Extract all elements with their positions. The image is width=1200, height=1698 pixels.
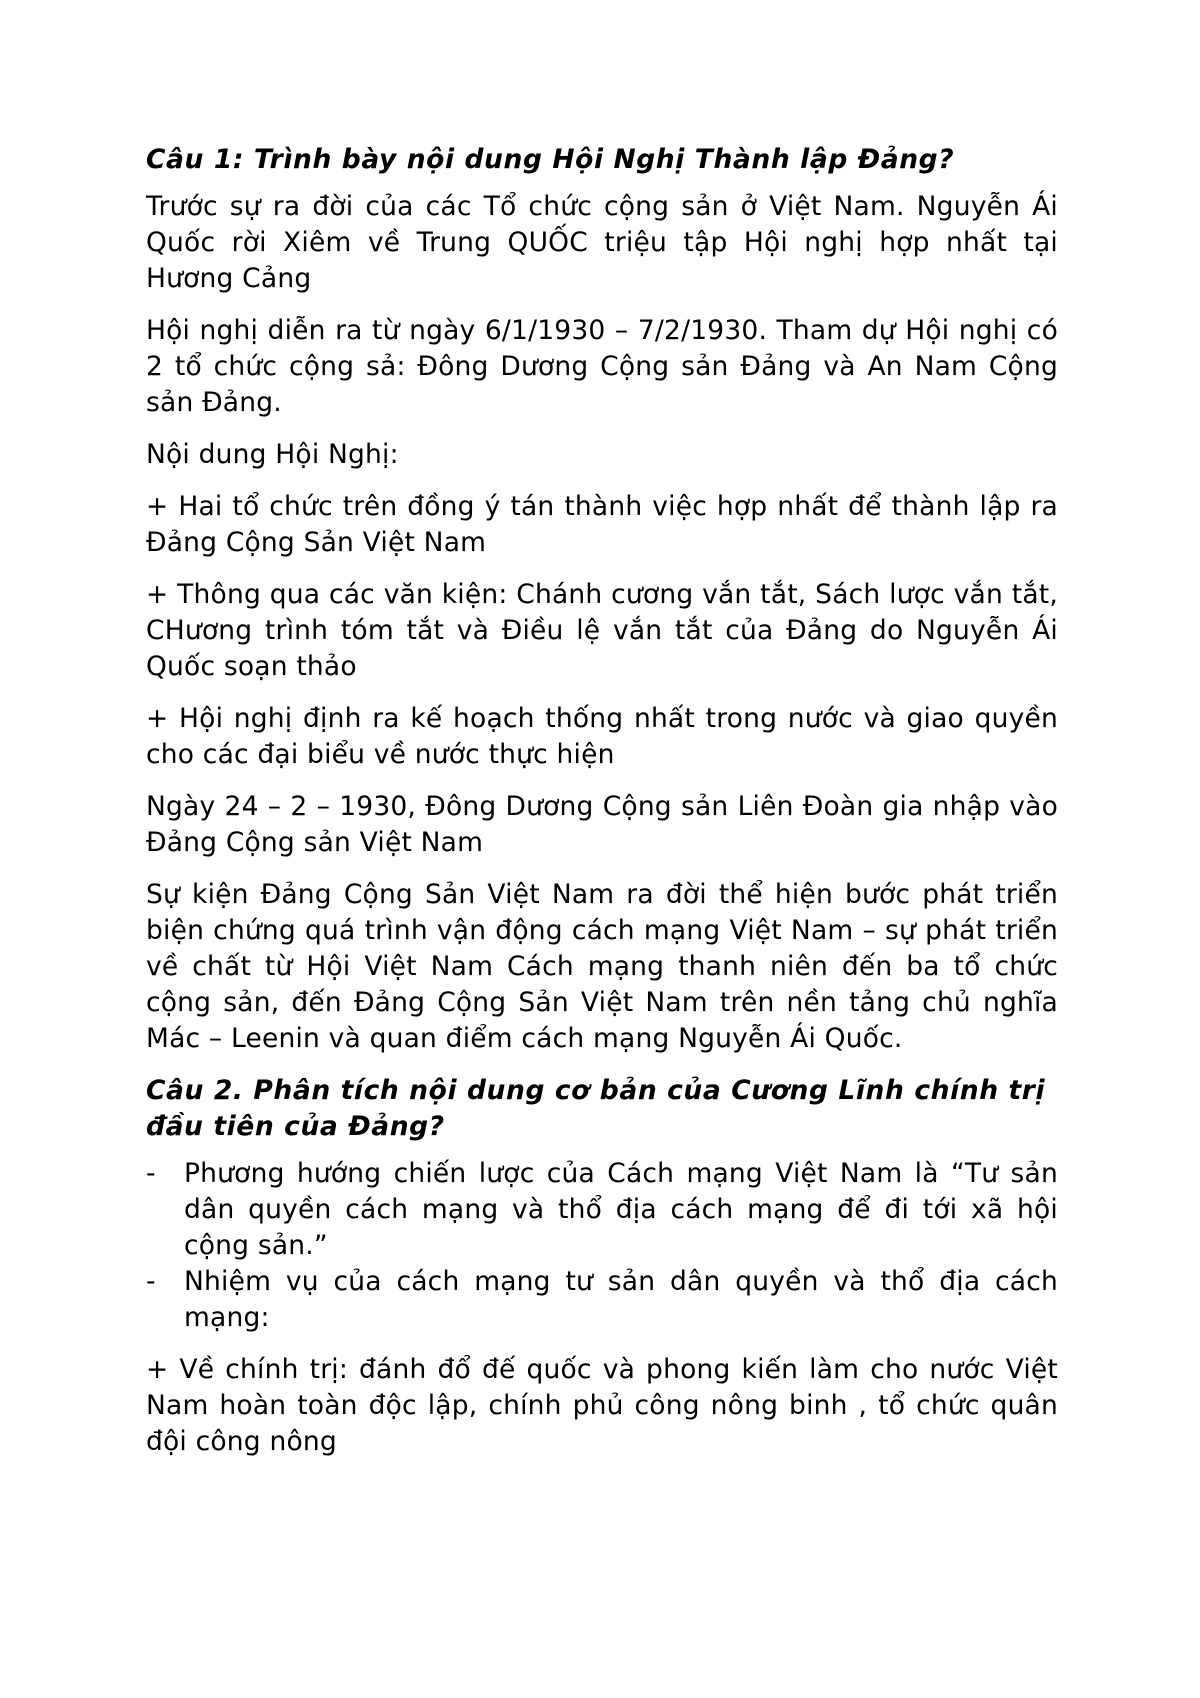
list-item <box>146 1264 1058 1336</box>
paragraph: Ngày 24 – 2 – 1930, Đông Dương Cộng sản Liên Đoàn gia nhập vào Đảng Cộng sản Việt Nam <box>146 791 1058 858</box>
question-2-heading: Câu 2. Phân tích nội dung cơ bản của Cương Lĩnh chính trị đầu tiên của Đảng? <box>146 1075 1046 1142</box>
paragraph: + Về chính trị: đánh đổ đế quốc và phong kiến làm cho nước Việt Nam hoàn toàn độc lập, chính phủ công nông binh , tổ chức quân đội công nông <box>146 1354 1058 1457</box>
question-1-heading: Câu 1: Trình bày nội dung Hội Nghị Thành lập Đảng? <box>146 144 955 175</box>
paragraph: + Thông qua các văn kiện: Chánh cương vắn tắt, Sách lược vắn tắt, CHương trình tóm tắt và Điều lệ vắn tắt của Đảng do Nguyễn Ái Quốc soạn thảo <box>146 579 1058 682</box>
list-item-text: Phương hướng chiến lược của Cách mạng Việt Nam là “Tư sản dân quyền cách mạng và thổ địa cách mạng để đi tới xã hội cộng sản.” <box>184 1158 1058 1261</box>
paragraph: + Hội nghị định ra kế hoạch thống nhất trong nước và giao quyền cho các đại biểu về nước thực hiện <box>146 703 1058 770</box>
document-page <box>146 142 1058 1476</box>
paragraph: Hội nghị diễn ra từ ngày 6/1/1930 – 7/2/1930. Tham dự Hội nghị có 2 tổ chức cộng sả: Đông Dương Cộng sản Đảng và An Nam Cộng sản Đảng. <box>146 315 1058 418</box>
paragraph: Sự kiện Đảng Cộng Sản Việt Nam ra đời thể hiện bước phát triển biện chứng quá trình vận động cách mạng Việt Nam – sự phát triển về chất từ Hội Việt Nam Cách mạng thanh niên đến ba tổ chức cộng sản, đến Đảng Cộng Sản Việt Nam trên nền tảng chủ nghĩa Mác – Leenin và quan điểm cách mạng Nguyễn Ái Quốc. <box>146 879 1058 1054</box>
paragraph: + Hai tổ chức trên đồng ý tán thành việc hợp nhất để thành lập ra Đảng Cộng Sản Việt Nam <box>146 491 1058 558</box>
paragraph: Nội dung Hội Nghị: <box>146 439 399 470</box>
dash-bullet: - <box>146 1158 156 1189</box>
list-item <box>146 1156 1058 1264</box>
dash-list <box>146 1156 1058 1336</box>
list-item-text: Nhiệm vụ của cách mạng tư sản dân quyền và thổ địa cách mạng: <box>184 1266 1058 1333</box>
paragraph: Trước sự ra đời của các Tổ chức cộng sản ở Việt Nam. Nguyễn Ái Quốc rời Xiêm về Trung QUỐC triệu tập Hội nghị hợp nhất tại Hương Cảng <box>146 191 1058 294</box>
dash-bullet: - <box>146 1266 156 1297</box>
